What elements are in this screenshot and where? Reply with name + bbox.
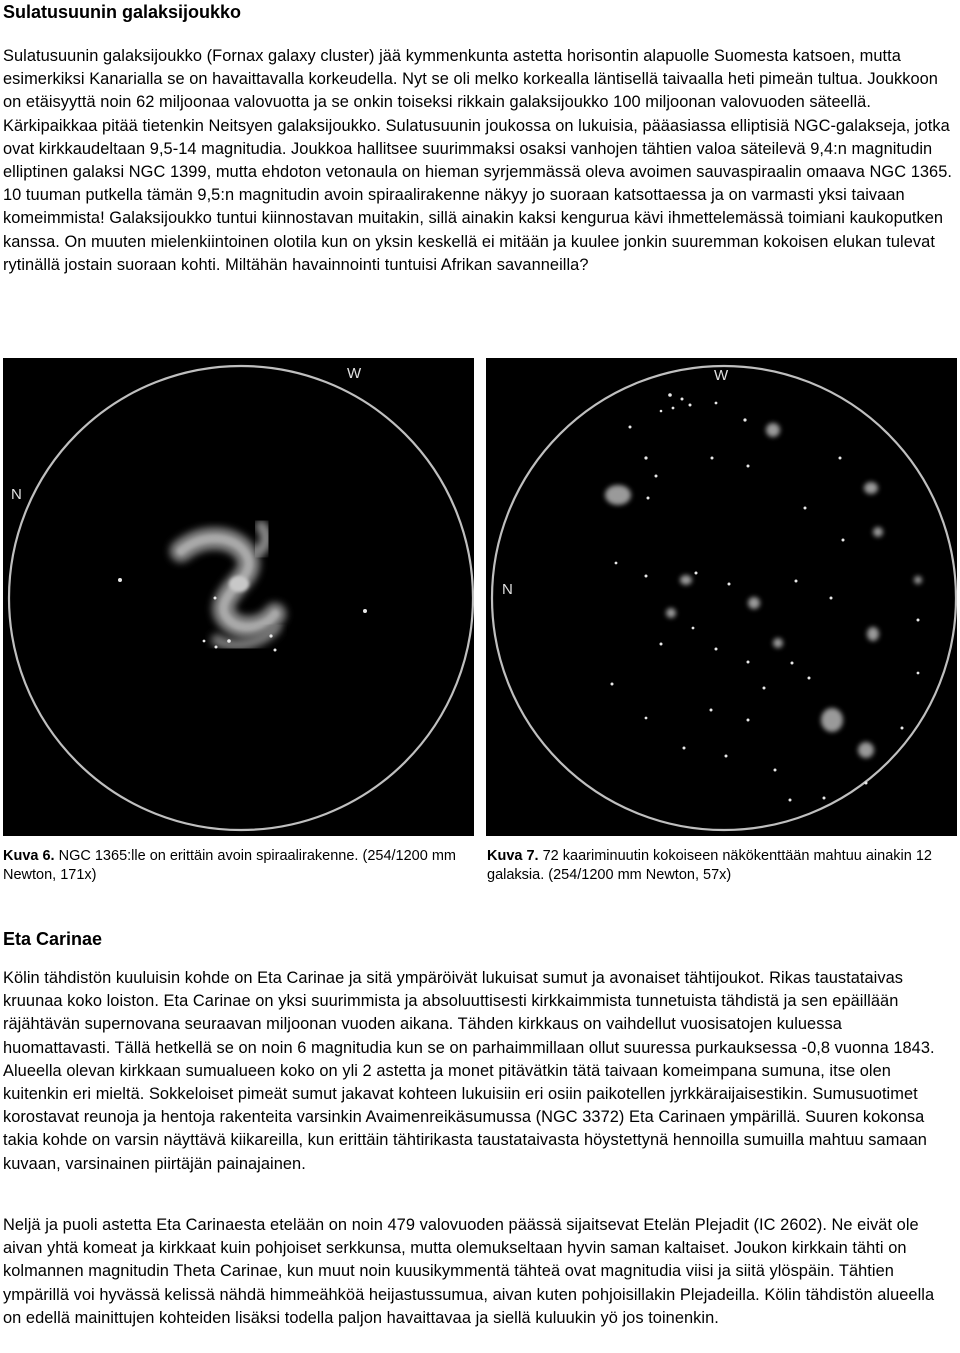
eta-carinae-paragraph-2: Neljä ja puoli astetta Eta Carinaesta etelään on noin 479 valovuoden päässä sijaitsevat Etelän Plejadit (IC 2602). Ne eivät ole aivan yhtä komeat ja kirkkaat kuin pohjoiset serkkunsa, mutta olemukseltaan hyvin saman kaltaiset. Joukon kirkkain tähti on kolmannen magnitudin Theta Carinae, kun muut noin kuusikymmentä tähteä ovat magnitudia viisi ja siitä ylöspäin. Tähtien ympärillä voi hyvässä kelissä nähdä himmeähköä heijastussumua, aivan kuten pohjoisillakin Plejadeilla. Kölin tähdistön alueella on edellä mainittujen kohteiden lisäksi todella paljon havaittavaa ja siellä kuluukin yö jos toinenkin. (3, 1216, 935, 1327)
section-title-fornax: Sulatusuunin galaksijoukko (3, 2, 242, 22)
eta-carinae-paragraph-1: Kölin tähdistön kuuluisin kohde on Eta Carinae ja sitä ympäröivät lukuisat sumut ja avonaiset tähtijoukot. Rikas taustataivas kruunaa koko loiston. Eta Carinae on yksi suurimmista ja absoluuttisesti kirkkaimmista tunnetuista tähdistä ja sen epäillään räjähtävän supernovana seuraavan miljoonan vuoden aikana. Tähden kirkkaus on vaihdellut vuosisatojen kuluessa huomattavasti. Tällä hetkellä se on noin 6 magnitudia kun se on parhaimmillaan ollut suuressa purkauksessa -0,8 vuonna 1843. Alueella olevan kirkkaan sumualueen koko on yli 2 astetta ja monet pitävätkin tätä taivaan komeimpana sumuna, itse olen kuitenkin eri mieltä. Sokkeloiset pimeät sumut jakavat kohteen lukuisiin eri osiin paikotellen jyrkkäraijaisestikin. Sumusuotimet korostavat reunoja ja hentoja rakenteita varsinkin Avaimenreikäsumussa (NGC 3372) Eta Carinaen ympärillä. Suuren kokonsa takia kohde on varsin näyttävä kiikareilla, kun erittäin tähtirikasta taustataivasta höystettynä hennoilla sumuilla mahtuu samaan kuvaan, varsinainen piirtäjän painajainen. (3, 969, 935, 1173)
direction-label-n: N (502, 581, 513, 598)
figure-fornax-field-sketch (486, 358, 957, 836)
direction-label-w: W (347, 365, 362, 382)
figure6-caption (3, 847, 473, 884)
eyepiece-field-circle (492, 366, 956, 830)
ngc1365-drawing (3, 358, 474, 836)
section-title-eta-carinae: Eta Carinae (3, 929, 103, 949)
direction-label-w: W (714, 367, 729, 384)
figure-ngc1365-sketch (3, 358, 474, 836)
fornax-paragraph: Sulatusuunin galaksijoukko (Fornax galaxy cluster) jää kymmenkunta astetta horisontin alapuolle Suomesta katsoen, mutta esimerkiksi Kanarialla se on havaittavalla korkeudella. Nyt se oli melko korkealla läntisellä taivaalla heti pimeän tultua. Joukkoon on etäisyyttä noin 62 miljoonaa valovuotta ja se onkin toiseksi rikkain galaksijoukko 100 miljoonan valovuoden säteellä. Kärkipaikkaa pitää tietenkin Neitsyen galaksijoukko. Sulatusuunin joukossa on lukuisia, pääasiassa elliptisiä NGC-galakseja, jotka ovat kirkkaudeltaan 9,5-14 magnitudia. Joukkoa hallitsee suurimmaksi osaksi vanhojen tähtien valoa säteilevä 9,4:n magnitudin elliptinen galaksi NGC 1399, mutta ehdoton vetonaula on hieman syrjemmässä oleva avoimen sauvaspiraalin omaava NGC 1365. 10 tuuman putkella tämän 9,5:n magnitudin avoin spiraalirakenne näkyy jo suoraan katsottaessa ja on varmasti yksi taivaan komeimmista! Galaksijoukko tuntui kiinnostavan muitakin, sillä ainakin kaksi kengurua kävi ihmettelemässä toimiani kaukoputken kanssa. On muuten mielenkiintoinen olotila kun on yksin keskellä ei mitään ja kuulee jonkin suuremman kokoisen elukan tulevat rytinällä jostain suoraan kohti. Miltähän havainnointi tuntuisi Afrikan savanneilla? (3, 47, 952, 274)
figure7-caption (487, 847, 957, 884)
figure7-caption-label: Kuva 7. (487, 848, 539, 864)
fornax-field-drawing (486, 358, 957, 836)
figure6-caption-label: Kuva 6. (3, 848, 55, 864)
direction-label-n: N (11, 486, 22, 503)
eyepiece-field-circle (9, 366, 473, 830)
figure6-caption-text: NGC 1365:lle on erittäin avoin spiraalirakenne. (254/1200 mm Newton, 171x) (3, 848, 456, 883)
figure7-caption-text: 72 kaariminuutin kokoiseen näkökenttään mahtuu ainakin 12 galaksia. (254/1200 mm Newton, 57x) (487, 848, 932, 883)
